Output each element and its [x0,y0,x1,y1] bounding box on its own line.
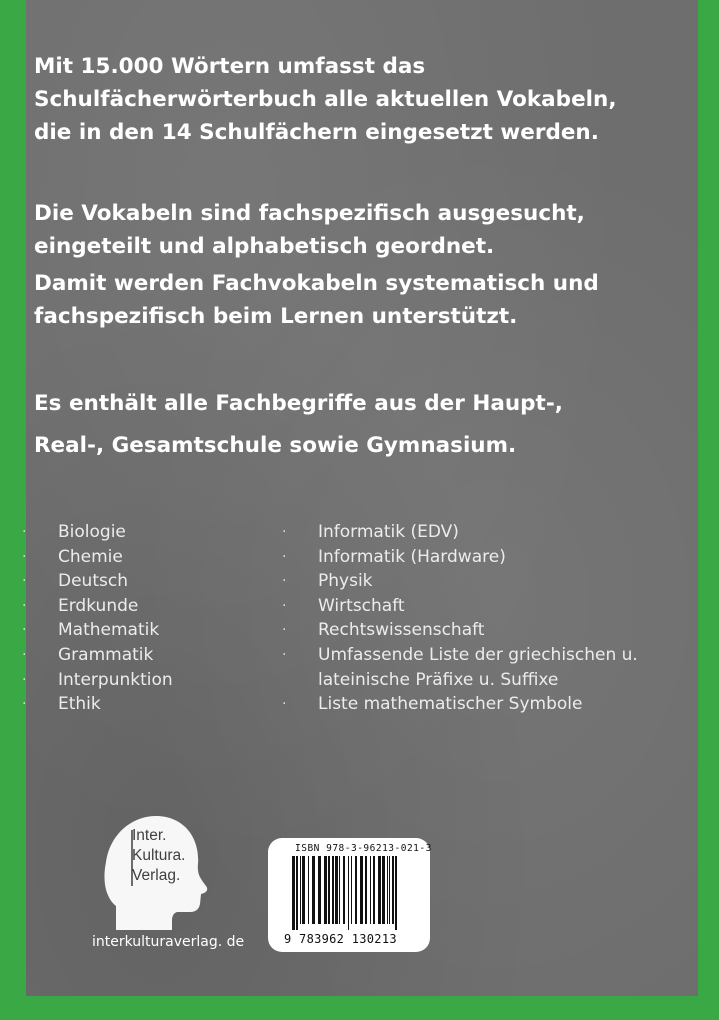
bullet-icon: · [22,622,27,639]
barcode-bar [370,856,371,924]
barcode-bar [318,856,321,924]
barcode-bar [395,856,397,930]
list-item [282,545,638,570]
learning-line-2: fachspezifisch beim Lernen unterstützt. [34,304,518,329]
barcode-bar [300,856,301,924]
barcode-bar [365,856,367,924]
list-item [22,643,173,668]
list-item [22,569,173,594]
barcode-bar [355,856,357,924]
intro-line-3: die in den 14 Schulfächern eingesetzt werden. [34,120,599,145]
bullet-icon: · [282,622,287,639]
intro-paragraph [34,50,617,149]
bullet-icon: · [22,646,27,663]
selection-paragraph [34,197,585,263]
subject-label: Mathematik [58,620,160,641]
list-item [22,520,173,545]
bullet-icon: · [22,597,27,614]
logo-line-2: Kultura. [132,847,186,864]
bullet-icon: · [282,573,287,590]
bullet-icon: · [22,573,27,590]
schools-paragraph [34,383,563,467]
selection-line-2: eingeteilt und alphabetisch geordnet. [34,234,495,259]
barcode-bar [382,856,385,924]
subject-label: Physik [318,571,373,592]
list-item [282,618,638,643]
barcode-bar [392,856,394,924]
schools-line-2: Real-, Gesamtschule sowie Gymnasium. [34,433,517,458]
subject-label: Erdkunde [58,595,139,616]
barcode-bar [343,856,345,924]
barcode-bar [335,856,338,924]
schools-line-1: Es enthält alle Fachbegriffe aus der Haupt-, [34,391,563,416]
learning-paragraph [34,267,599,333]
publisher-logo-text [132,826,185,886]
subject-label: Wirtschaft [318,595,405,616]
bullet-icon: · [22,696,27,713]
barcode-bar [378,856,381,924]
list-item [282,643,638,668]
subject-label: Chemie [58,546,123,567]
list-item [282,594,638,619]
selection-line-1: Die Vokabeln sind fachspezifisch ausgesucht, [34,201,585,226]
intro-line-2: Schulfächerwörterbuch alle aktuellen Vokabeln, [34,87,617,112]
subject-label: Rechtswissenschaft [318,620,485,641]
list-item [22,668,173,693]
subject-label: lateinische Präfixe u. Suffixe [318,669,559,690]
barcode-bar [292,856,295,930]
list-item [282,692,638,717]
subject-label: Ethik [58,694,101,715]
bullet-icon: · [282,646,287,663]
subject-label: Interpunktion [58,669,173,690]
barcode-bar [302,856,305,924]
list-item [22,692,173,717]
barcode-icon [290,856,410,930]
subject-label: Biologie [58,522,126,542]
bullet-icon: · [282,548,287,565]
bullet-icon: · [282,524,287,540]
bullet-icon: · [22,548,27,565]
barcode-bar [332,856,334,924]
barcode-bar [308,856,309,924]
barcode-bar [389,856,390,924]
subject-label: Informatik (EDV) [318,522,459,542]
barcode-bar [348,856,349,930]
publisher-website[interactable]: interkulturaverlag. de [92,934,245,950]
isbn-number: ISBN 978-3-96213-021-3 [295,843,432,854]
barcode-bar [373,856,375,924]
barcode-bar [312,856,315,924]
subjects-list-right [282,520,638,717]
bullet-icon: · [282,597,287,614]
list-item [282,569,638,594]
subject-label: Informatik (Hardware) [318,546,506,567]
list-item-continuation [282,668,638,693]
subject-label: Umfassende Liste der griechischen u. [318,644,638,665]
list-item [282,520,638,545]
bullet-icon: · [282,696,287,713]
barcode-bar [387,856,388,924]
barcode-bar [360,856,363,924]
list-item [22,618,173,643]
bullet-icon: · [22,671,27,688]
list-item [22,594,173,619]
subject-label: Liste mathematischer Symbole [318,694,583,715]
list-item [22,545,173,570]
subject-label: Deutsch [58,571,128,592]
logo-line-1: Inter. [132,827,167,844]
barcode-bar [296,856,298,930]
barcode-bar [339,856,340,924]
barcode-bar [328,856,330,924]
bullet-icon: · [22,524,27,540]
learning-line-1: Damit werden Fachvokabeln systematisch und [34,271,599,296]
ean-number: 9 783962 130213 [284,932,397,946]
subjects-list-left [22,520,173,717]
barcode-bar [324,856,327,924]
barcode-bar [351,856,352,924]
logo-line-3: Verlag. [132,867,181,884]
subject-label: Grammatik [58,644,154,665]
intro-line-1: Mit 15.000 Wörtern umfasst das [34,54,426,79]
